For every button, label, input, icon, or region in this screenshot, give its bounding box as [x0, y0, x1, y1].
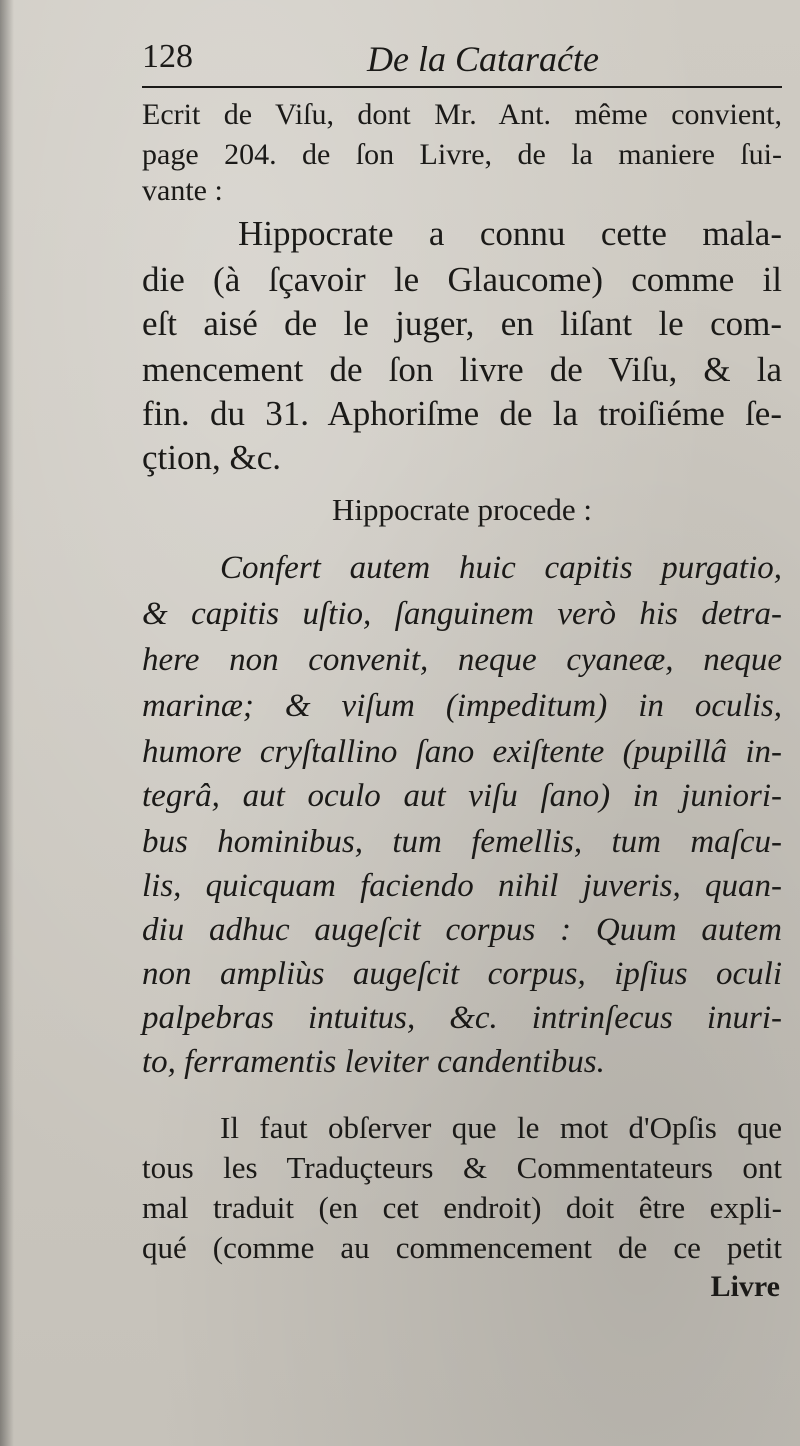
text-line: Ecrit de Viſu, dont Mr. Ant. même convient, — [142, 98, 782, 131]
page-number: 128 — [142, 38, 193, 75]
text-line: Hippocrate procede : — [332, 492, 592, 527]
text-line: tegrâ, aut oculo aut viſu ſano) in juniori- — [142, 778, 782, 814]
text-line: humore cryſtallino ſano exiſtente (pupillâ in- — [142, 734, 782, 770]
header-rule — [142, 86, 782, 88]
text-line: marinæ; & viſum (impeditum) in oculis, — [142, 688, 782, 724]
text-line: palpebras intuitus, &c. intrinſecus inuri- — [142, 1000, 782, 1036]
text-line: here non convenit, neque cyaneæ, neque — [142, 642, 782, 678]
text-line: diu adhuc augeſcit corpus : Quum autem — [142, 912, 782, 948]
text-line: non ampliùs augeſcit corpus, ipſius oculi — [142, 956, 782, 992]
catchword: Livre — [710, 1270, 780, 1303]
text-line: Hippocrate a connu cette mala- — [238, 214, 782, 253]
text-line: Confert autem huic capitis purgatio, — [220, 550, 782, 586]
text-line: page 204. de ſon Livre, de la maniere ſui- — [142, 138, 782, 171]
text-line: eſt aisé de le juger, en liſant le com- — [142, 304, 782, 343]
text-line: çtion, &c. — [142, 438, 281, 477]
text-line: Il faut obſerver que le mot d'Opſis que — [220, 1110, 782, 1145]
text-line: vante : — [142, 174, 223, 207]
text-line: mencement de ſon livre de Viſu, & la — [142, 350, 782, 389]
text-line: fin. du 31. Aphoriſme de la troiſiéme ſe- — [142, 394, 782, 433]
text-line: qué (comme au commencement de ce petit — [142, 1230, 782, 1265]
page-gutter-shadow — [0, 0, 14, 1446]
text-line: bus hominibus, tum femellis, tum maſcu- — [142, 824, 782, 860]
page-header — [142, 38, 782, 86]
text-line: to, ferramentis leviter candentibus. — [142, 1044, 605, 1080]
text-line: mal traduit (en cet endroit) doit être expli- — [142, 1190, 782, 1225]
running-title: De la Cataraćte — [367, 39, 599, 79]
text-line: die (à ſçavoir le Glaucome) comme il — [142, 260, 782, 299]
text-line: tous les Traduçteurs & Commentateurs ont — [142, 1150, 782, 1185]
text-line: lis, quicquam faciendo nihil juveris, quan- — [142, 868, 782, 904]
text-line: & capitis uſtio, ſanguinem verò his detra- — [142, 596, 782, 632]
